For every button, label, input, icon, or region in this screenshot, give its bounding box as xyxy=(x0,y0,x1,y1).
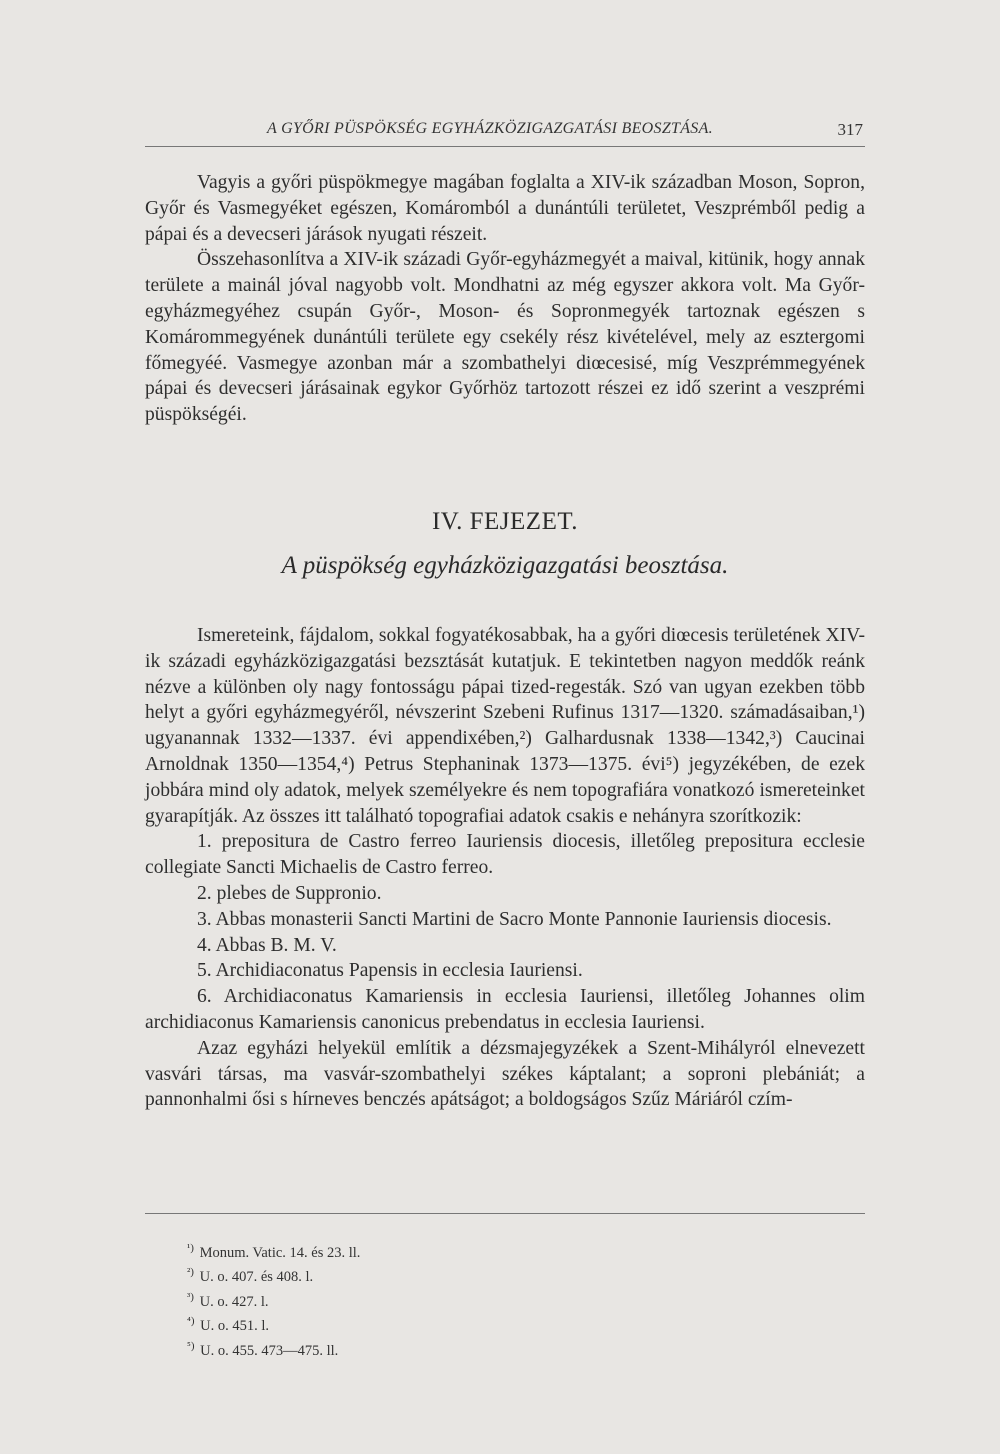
running-header xyxy=(145,118,865,147)
footnote-mark: ¹) xyxy=(187,1242,194,1254)
footnote-text: Monum. Vatic. 14. és 23. ll. xyxy=(199,1244,361,1261)
chapter-text-block xyxy=(145,623,865,1113)
footnote-text: U. o. 451. l. xyxy=(200,1318,269,1335)
footnote-text: U. o. 407. és 408. l. xyxy=(199,1269,314,1286)
footnote-text: U. o. 427. l. xyxy=(199,1293,269,1310)
footnote-text: U. o. 455. 473—475. ll. xyxy=(200,1342,339,1359)
footnote-mark: ³) xyxy=(187,1290,194,1303)
footnote-mark: ⁴) xyxy=(187,1315,195,1328)
list-item: 1. prepositura de Castro ferreo Iauriensis diocesis, illetőleg prepositura ecclesie collegiate Sancti Michaelis de Castro ferreo. xyxy=(145,831,865,879)
list-item: 2. plebes de Suppronio. xyxy=(197,882,382,904)
footnote-mark: ⁵) xyxy=(187,1339,195,1352)
paragraph: Ismereteink, fájdalom, sokkal fogyatékosabbak, ha a győri diœcesis területének XIV-ik századi egyházközigazgatási bezsztását kutatjuk. E tekintetben nagyon meddők reánk nézve a különben oly nagy fontosságu pápai tized-regesták. Szó van ugyan ezekben több helyt a győri egyházmegyéről, névszerint Szebeni Rufinus 1317—1320. számadásaiban,¹) ugyanannak 1332—1337. évi appendixében,²) Galhardusnak 1338—1342,³) Caucinai Arnoldnak 1350—1354,⁴) Petrus Stephaninak 1373—1375. évi⁵) jegyzékében, de ezek jobbára mind oly adatok, melyek személyekre és nem topografiára vonatkozó ismereteinket gyarapítják. Az összes itt található topografiai adatok csakis e nehányra szorítkozik: xyxy=(145,625,865,827)
list-item: 3. Abbas monasterii Sancti Martini de Sacro Monte Pannonie Iauriensis diocesis. xyxy=(197,908,832,930)
opening-text-block xyxy=(145,170,865,428)
list-item: 4. Abbas B. M. V. xyxy=(197,934,337,956)
chapter-title: A püspökség egyházközigazgatási beosztása. xyxy=(281,552,729,579)
list-item: 5. Archidiaconatus Papensis in ecclesia Iauriensi. xyxy=(197,960,583,982)
footnote xyxy=(187,1312,687,1336)
footnote xyxy=(187,1337,687,1361)
footnote xyxy=(187,1263,687,1287)
footnotes xyxy=(187,1239,687,1361)
footnote-mark: ²) xyxy=(187,1266,194,1279)
list-item: 6. Archidiaconatus Kamariensis in ecclesia Iauriensi, illetőleg Johannes olim archidiaconus Kamariensis canonicus prebendatus in ecclesia Iauriensi. xyxy=(145,986,865,1033)
running-title: A GYŐRI PÜSPÖKSÉG EGYHÁZKÖZIGAZGATÁSI BEOSZTÁSA. xyxy=(267,120,713,137)
footnote-divider xyxy=(145,1213,865,1214)
chapter-number: IV. FEJEZET. xyxy=(431,508,579,535)
page-number: 317 xyxy=(837,120,863,139)
footnote xyxy=(187,1239,687,1263)
paragraph: Összehasonlítva a XIV-ik századi Győr-egyházmegyét a maival, kitünik, hogy annak területe a mainál jóval nagyobb volt. Mondhatni az még egyszer akkora volt. Ma Győr-egyházmegyéhez csupán Győr-, Moson- és Sopronmegyék tartoznak egészen s Komárommegyének dunántúli területe egy csekély rész kivételével, mely az esztergomi főmegyéé. Vasmegye azonban már a szombathelyi diœcesisé, míg Veszprémmegyének pápai és devecseri járásainak egykor Győrhöz tartozott részei ez idő szerint a veszprémi püspökségéi. xyxy=(145,249,865,426)
paragraph: Azaz egyházi helyekül említik a dézsmajegyzékek a Szent-Mihályról elnevezett vasvári társas, ma vasvár-szombathelyi székes káptalant; a soproni plebániát; a pannonhalmi ősi s hírneves benczés apátságot; a boldogságos Szűz Máriáról czím- xyxy=(145,1037,865,1111)
paragraph: Vagyis a győri püspökmegye magában foglalta a XIV-ik században Moson, Sopron, Győr és Vasmegyéket egészen, Komáromból a dunántúli területet, Veszprémből pedig a pápai és a devecseri járások nyugati részeit. xyxy=(145,172,865,245)
footnote xyxy=(187,1288,687,1312)
